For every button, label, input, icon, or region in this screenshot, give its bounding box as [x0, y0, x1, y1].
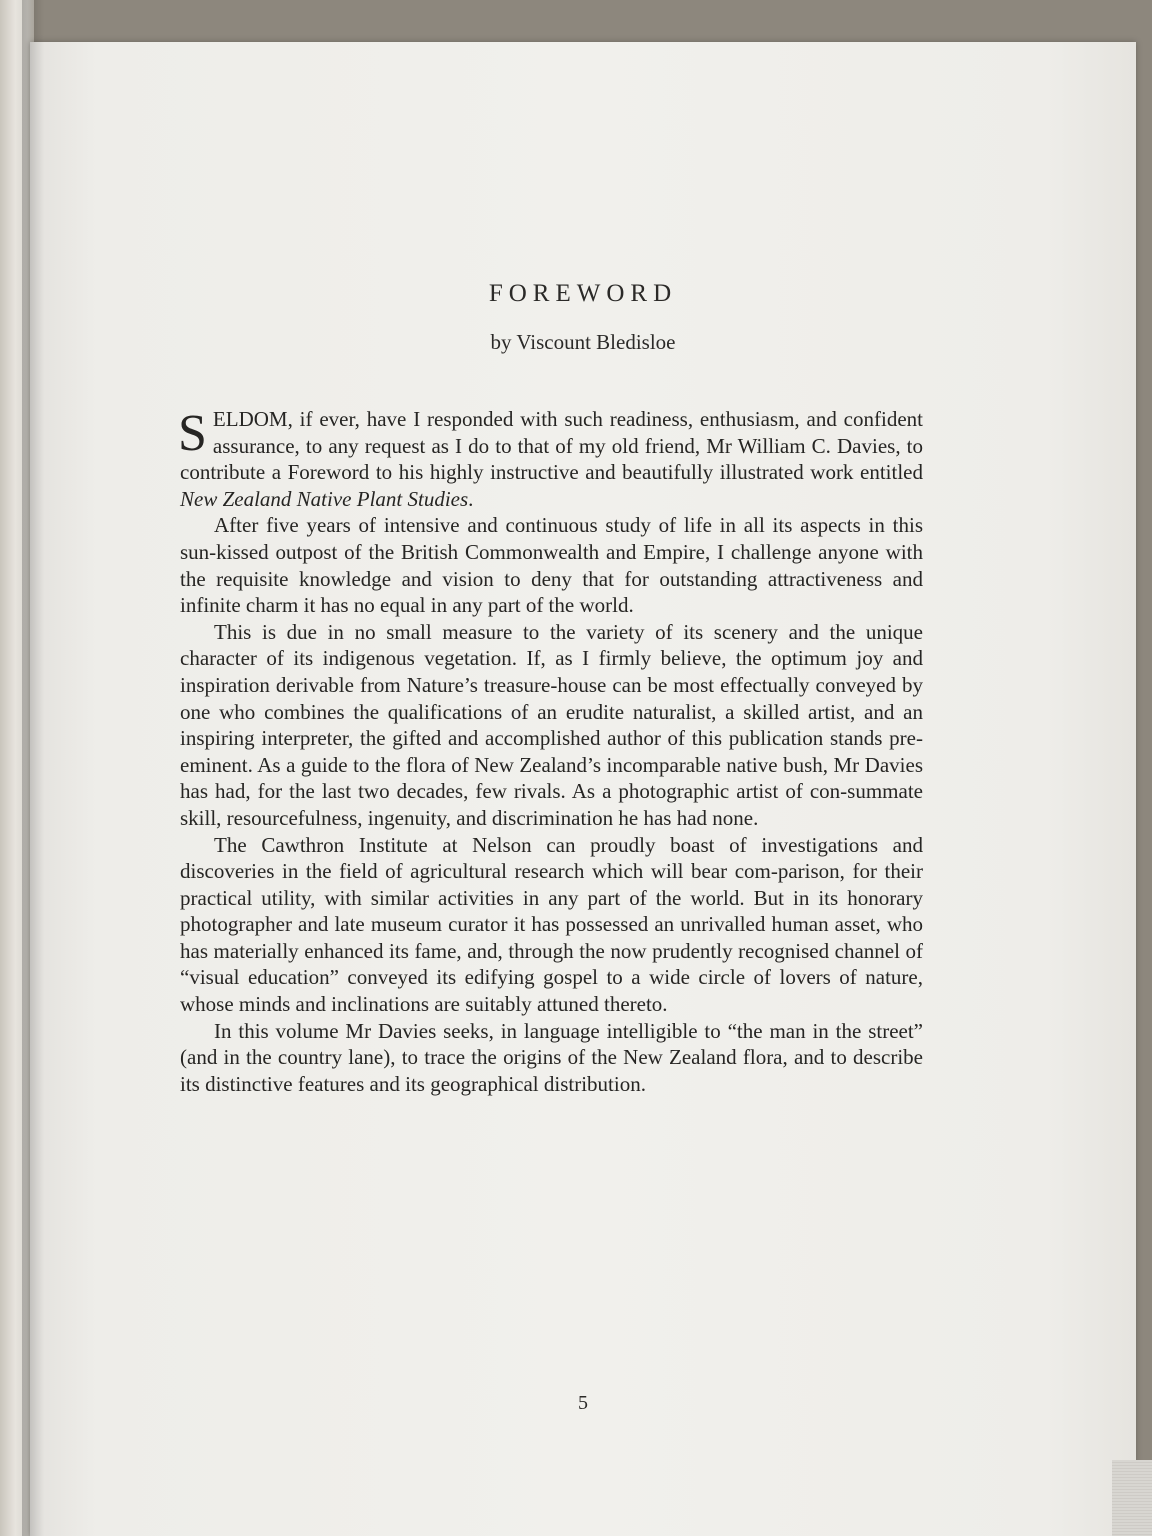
book-title-italic: New Zealand Native Plant Studies — [180, 486, 469, 511]
page-number: 5 — [578, 1392, 588, 1414]
paragraph-2: After five years of intensive and continuous study of life in all its aspects in this sun-kissed outpost of the British Commonwealth and Empire, I challenge anyone with the requisite knowledge and vision to deny that for outstanding attractiveness and infinite charm it has no equal in any part of the world. — [180, 513, 923, 618]
book-page — [30, 42, 1136, 1536]
paragraph-5: In this volume Mr Davies seeks, in language intelligible to “the man in the street” (and in the country lane), to trace the origins of the New Zealand flora, and to describe its distinctive features and its geographical distribution. — [180, 1018, 923, 1096]
paragraph-1-text: ELDOM, if ever, have I responded with such readiness, enthusiasm, and confident assurance, to any request as I do to that of my old friend, Mr William C. Davies, to contribute a Foreword to his highly instructive and beautifully illustrated work entitled — [180, 407, 923, 485]
paragraph-1-end: . — [468, 486, 474, 511]
foreword-body — [180, 406, 923, 1097]
paragraph-1 — [180, 406, 923, 512]
spine-shadow — [22, 0, 44, 1536]
paragraph-3: This is due in no small measure to the variety of its scenery and the unique character of its indigenous vegetation. If, as I firmly believe, the optimum joy and inspiration derivable from Nature’s treasure-house can be most effectually conveyed by one who combines the qualifications of an erudite naturalist, a skilled artist, and an inspiring interpreter, the gifted and accomplished author of this publication stands pre-eminent. As a guide to the flora of New Zealand’s incomparable native bush, Mr Davies has had, for the last two decades, few rivals. As a photographic artist of con-summate skill, resourcefulness, ingenuity, and discrimination he has had none. — [180, 619, 923, 830]
paragraph-4: The Cawthron Institute at Nelson can proudly boast of investigations and discoveries in the field of agricultural research which will bear com-parison, for their practical utility, with similar activities in any part of the world. But in its honorary photographer and late museum curator it has possessed an unrivalled human asset, who has materially enhanced its fame, and, through the now prudently recognised channel of “visual education” conveyed its edifying gospel to a wide circle of lovers of nature, whose minds and inclinations are suitably attuned thereto. — [180, 832, 923, 1017]
author-byline: by Viscount Bledisloe — [490, 330, 676, 354]
page-stack-edge — [1112, 1460, 1152, 1536]
drop-cap: S — [178, 405, 207, 462]
page-title: FOREWORD — [488, 280, 678, 307]
